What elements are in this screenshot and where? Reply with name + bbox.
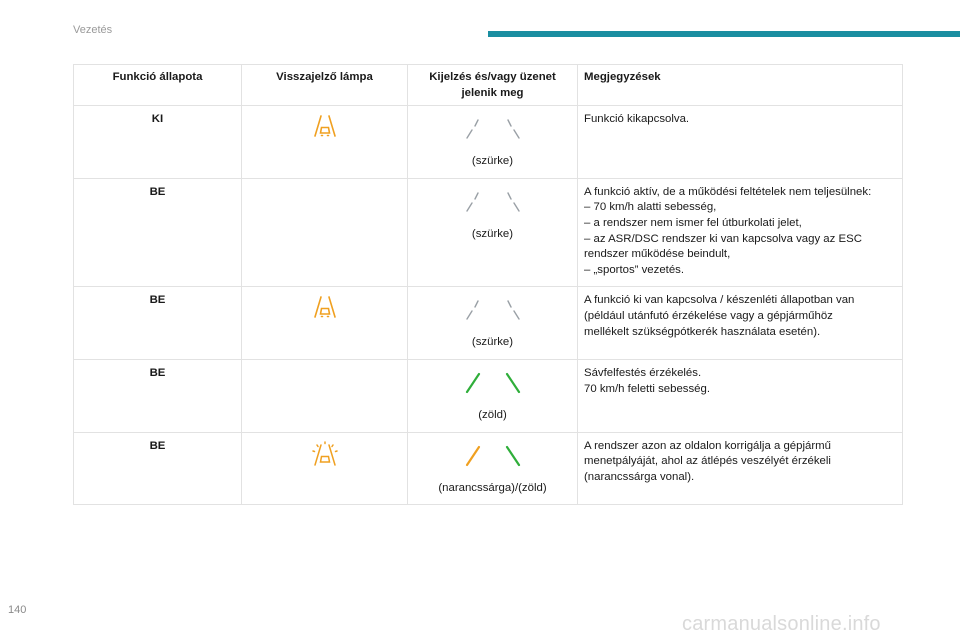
notes-line: A rendszer azon az oldalon korrigálja a gépjármű	[584, 439, 831, 452]
grey-lane-lines-icon	[462, 118, 524, 140]
notes-line: – az ASR/DSC rendszer ki van kapcsolva vagy az ESC	[584, 232, 862, 245]
display-cell	[408, 432, 578, 505]
table-row	[74, 106, 903, 179]
orange-lane-warning-icon	[312, 114, 338, 138]
display-caption: (narancssárga)/(zöld)	[438, 481, 547, 494]
green-lane-lines-icon	[462, 372, 524, 394]
orange-lane-warning-icon	[312, 295, 338, 319]
lane-assist-table	[73, 64, 903, 505]
notes-line: 70 km/h feletti sebesség.	[584, 382, 710, 395]
notes-line: A funkció ki van kapcsolva / készenléti állapotban van	[584, 294, 855, 307]
notes-cell	[578, 178, 903, 287]
orange-green-lane-lines-icon	[462, 445, 524, 467]
display-cell	[408, 287, 578, 360]
notes-line: rendszer működése beindult,	[584, 248, 731, 261]
notes-line: Sávfelfestés érzékelés.	[584, 366, 702, 379]
table-header-row	[74, 65, 903, 106]
notes-line: menetpályáját, ahol az átlépés veszélyét érzékeli	[584, 455, 831, 468]
display-cell	[408, 178, 578, 287]
page-number: 140	[8, 604, 27, 616]
notes-line: mellékelt szükségpótkerék használata esetén).	[584, 325, 821, 338]
notes-line: – 70 km/h alatti sebesség,	[584, 201, 717, 214]
orange-lane-warning-active-icon	[310, 441, 340, 467]
watermark: carmanualsonline.info	[682, 613, 881, 635]
state-cell: KI	[74, 106, 242, 179]
table-row	[74, 432, 903, 505]
header-accent-bar	[488, 31, 960, 37]
state-cell: BE	[74, 178, 242, 287]
header-notes: Megjegyzések	[578, 65, 903, 106]
notes-cell	[578, 287, 903, 360]
grey-lane-lines-icon	[462, 299, 524, 321]
header-lamp: Visszajelző lámpa	[242, 65, 408, 106]
table-row	[74, 359, 903, 432]
lamp-cell	[242, 178, 408, 287]
display-caption: (szürke)	[471, 336, 514, 349]
lamp-cell	[242, 432, 408, 505]
state-cell: BE	[74, 287, 242, 360]
table-row	[74, 287, 903, 360]
lamp-cell	[242, 106, 408, 179]
notes-cell	[578, 106, 903, 179]
notes-cell	[578, 432, 903, 505]
section-title: Vezetés	[73, 24, 113, 36]
notes-line: (például utánfutó érzékelése vagy a gépjárműhöz	[584, 309, 833, 322]
notes-cell	[578, 359, 903, 432]
display-caption: (zöld)	[478, 408, 507, 421]
display-cell	[408, 359, 578, 432]
display-cell	[408, 106, 578, 179]
header-display: Kijelzés és/vagy üzenet jelenik meg	[408, 65, 578, 106]
lamp-cell	[242, 359, 408, 432]
notes-line: A funkció aktív, de a működési feltételek nem teljesülnek:	[584, 185, 872, 198]
notes-line: (narancssárga vonal).	[584, 470, 695, 483]
display-caption: (szürke)	[471, 227, 514, 240]
lamp-cell	[242, 287, 408, 360]
state-cell: BE	[74, 432, 242, 505]
display-caption: (szürke)	[471, 155, 514, 168]
grey-lane-lines-icon	[462, 191, 524, 213]
state-cell: BE	[74, 359, 242, 432]
notes-line: – a rendszer nem ismer fel útburkolati jelet,	[584, 216, 802, 229]
notes-line: Funkció kikapcsolva.	[584, 113, 690, 126]
header-state: Funkció állapota	[74, 65, 242, 106]
notes-line: – „sportos” vezetés.	[584, 263, 685, 276]
table-row	[74, 178, 903, 287]
